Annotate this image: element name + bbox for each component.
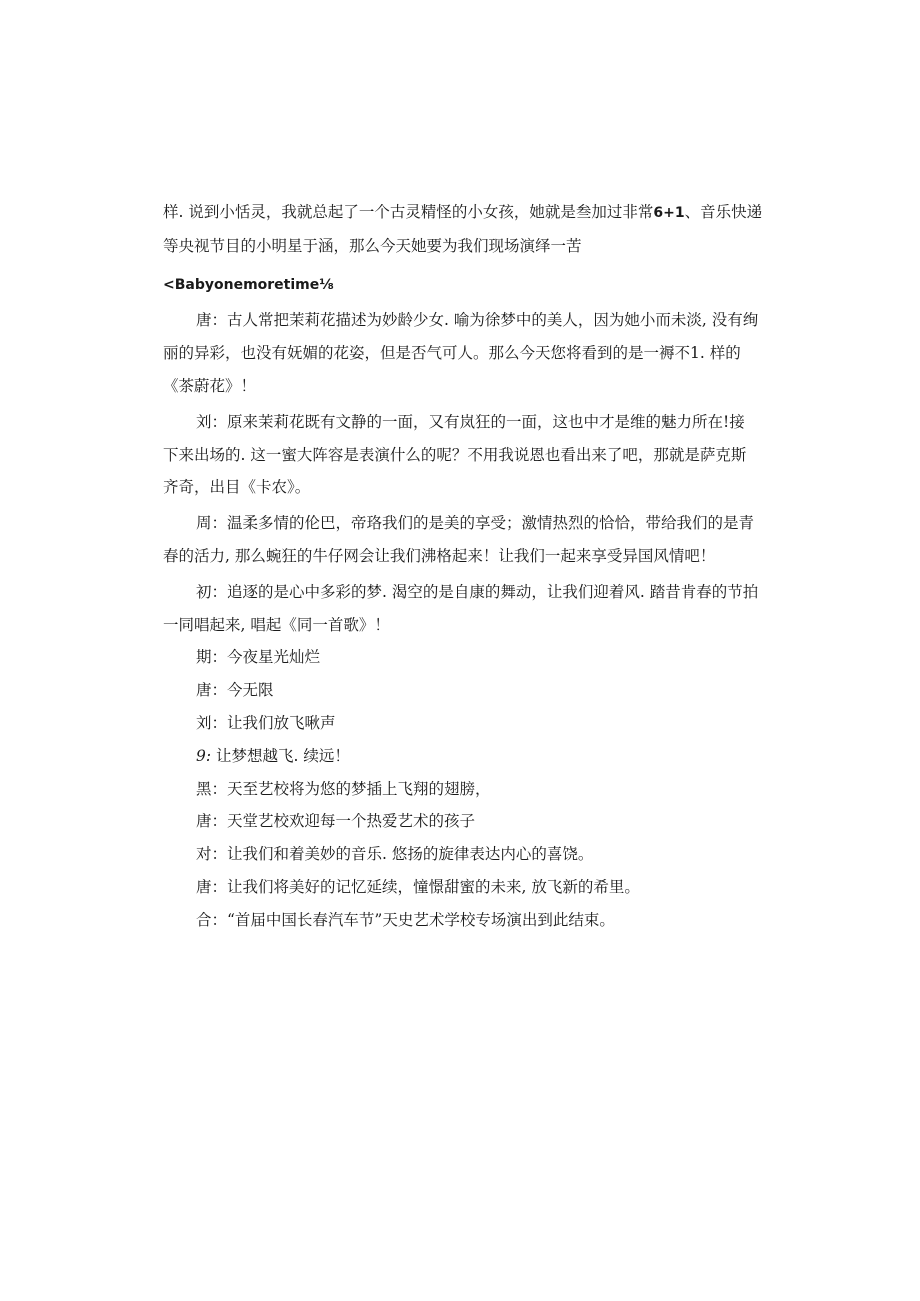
paragraph-line: 下来出场的. 这一蜜大阵容是表演什么的呢？不用我说恩也看出来了吧，那就是萨克斯	[163, 445, 747, 464]
dialogue-line	[163, 740, 763, 773]
paragraph-line: 初：追逐的是心中多彩的梦. 渴空的是自康的舞动，让我们迎着风. 踏昔肯春的节拍	[196, 582, 759, 601]
paragraph	[163, 304, 763, 402]
dialogue-line: 黑：天至艺校将为悠的梦插上飞翔的翅膀，	[196, 779, 491, 798]
paragraph-line: 刘：原来茉莉花既有文静的一面，又有岚狂的一面，这也中才是维的魅力所在!接	[196, 412, 745, 431]
dialogue-line: 合：“首届中国长春汽车节”天史艺术学校专场演出到此结束。	[196, 910, 615, 929]
paragraph	[163, 406, 763, 504]
intro-line-2: 等央视节目的小明星于涵，那么今天她要为我们现场演绎一苦	[163, 236, 582, 255]
paragraph	[163, 576, 763, 642]
intro-text-a: 样. 说到小恬灵，我就总起了一个古灵精怪的小女孩，她就是叁加过非常	[163, 203, 654, 221]
paragraph-line: 唐：古人常把茉莉花描述为妙龄少女. 喻为徐梦中的美人，因为她小而未淡, 没有绚	[196, 311, 759, 330]
dialogue-text: 让梦想越飞. 续远！	[211, 746, 350, 765]
paragraph	[163, 507, 763, 573]
document-body	[163, 196, 763, 937]
dialogue-line: 唐：天堂艺校欢迎每一个热爱艺术的孩子	[196, 812, 476, 831]
paragraph-line: 春的活力, 那么蜿狂的牛仔网会让我们沸格起来！让我们一起来享受异国风情吧！	[163, 546, 716, 565]
paragraph-line: 齐奇，出目《卡农》。	[163, 478, 311, 497]
dialogue-line: 刘：让我们放飞啾声	[196, 713, 336, 732]
dialogue-line: 唐：让我们将美好的记忆延续，憧憬甜蜜的未来, 放飞新的希里。	[196, 877, 640, 896]
paragraph-line: 丽的异彩，也没有妩媚的花姿，但是否气可人。那么今天您将看到的是一褥不1. 样的	[163, 344, 741, 363]
paragraph-line: 周：温柔多情的伦巴，帝珞我们的是美的享受；激情热烈的恰恰，带给我们的是青	[196, 514, 755, 533]
paragraph-line: 《茶蔚花》！	[163, 376, 257, 395]
paragraph-line: 一同唱起来, 唱起《同一首歌》！	[163, 615, 390, 634]
dialogue-line: 唐：今无限	[196, 681, 274, 700]
intro-line-1	[163, 196, 763, 230]
intro-text-c: 、音乐快递	[684, 203, 763, 221]
speaker-mark: 9:	[196, 746, 212, 765]
dialogue-line: 期：今夜星光灿烂	[196, 648, 321, 667]
song-title: <Babyonemoretime⅛	[163, 276, 334, 293]
intro-text-b: 6+1	[653, 205, 685, 221]
dialogue-line: 对：让我们和着美妙的音乐. 悠扬的旋律表达内心的喜饶。	[196, 845, 594, 864]
